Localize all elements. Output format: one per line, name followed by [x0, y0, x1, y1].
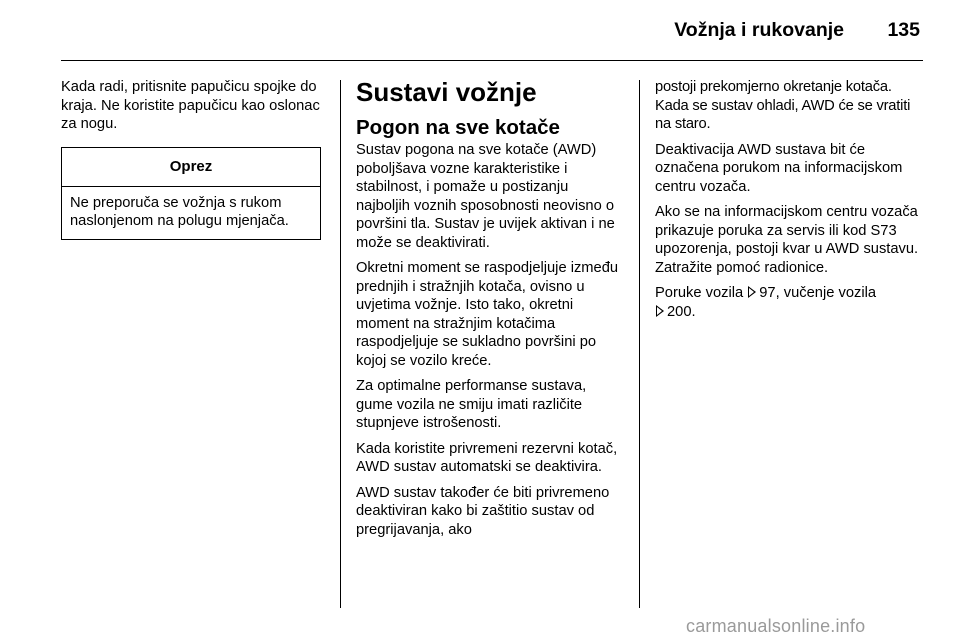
crossref-link-200[interactable]: 200 — [667, 303, 692, 320]
body-paragraph: Deaktivacija AWD sustava bit će označena porukom na informacijskom centru vozača. — [655, 141, 903, 195]
page-header-title: Vožnja i rukovanje — [674, 19, 844, 41]
caution-title: Oprez — [62, 148, 320, 187]
column-1 — [61, 78, 323, 240]
caution-text: Ne preporuča se vožnja s rukom naslonjenom na polugu mjenjača. — [70, 194, 289, 229]
column-2 — [356, 78, 626, 546]
page-reference-icon — [748, 286, 756, 298]
body-paragraph: Kada koristite privremeni rezervni kotač, AWD sustav automatski se deaktivira. — [356, 440, 618, 475]
body-paragraph: postoji prekomjerno okretanje kotača. Kada se sustav ohladi, AWD će se vratiti na staro. — [655, 79, 911, 132]
crossref-link-97[interactable]: 97 — [759, 285, 776, 301]
section-heading: Sustavi vožnje — [356, 77, 537, 107]
body-paragraph: AWD sustav također će biti privremeno deaktiviran kako bi zaštitio sustav od pregrijavanja, ako — [356, 484, 610, 538]
watermark: carmanualsonline.info — [686, 616, 866, 636]
subsection-heading: Pogon na sve kotače — [356, 116, 560, 139]
page-number: 135 — [887, 19, 920, 41]
body-paragraph: Kada radi, pritisnite papučicu spojke do kraja. Ne koristite papučicu kao oslonac za nogu. — [61, 79, 320, 132]
crossref-end: . — [691, 303, 696, 320]
crossref-label: Poruke vozila — [655, 285, 744, 301]
body-paragraph: Za optimalne performanse sustava, gume vozila ne smiju imati različite stupnjeve istrošenosti. — [356, 378, 587, 431]
cross-reference — [655, 284, 925, 321]
body-paragraph: Sustav pogona na sve kotače (AWD) poboljšava vozne karakteristike i stabilnost, i pomaže u postizanju najboljih voznih sposobnosti neovisno o površini tla. Sustav je uvijek aktivan i ne može se deaktivirati. — [356, 142, 615, 251]
crossref-separator: , vučenje vozila — [775, 285, 877, 301]
caution-box — [61, 147, 321, 240]
column-divider-left — [340, 80, 341, 608]
page-reference-icon — [656, 305, 664, 317]
body-paragraph: Okretni moment se raspodjeljuje između prednjih i stražnjih kotača, ovisno u uvjetima vožnje. Isto tako, okretni moment na stražnjim kotačima raspodjeljuje se sukladno površini po kojoj se vozilo kreće. — [356, 260, 619, 369]
column-3 — [655, 78, 925, 328]
body-paragraph: Ako se na informacijskom centru vozača prikazuje poruka za servis ili kod S73 upozorenja, postoji kvar u AWD sustavu. Zatražite pomoć radionice. — [655, 204, 919, 276]
header-rule — [61, 60, 923, 61]
column-divider-right — [639, 80, 640, 608]
